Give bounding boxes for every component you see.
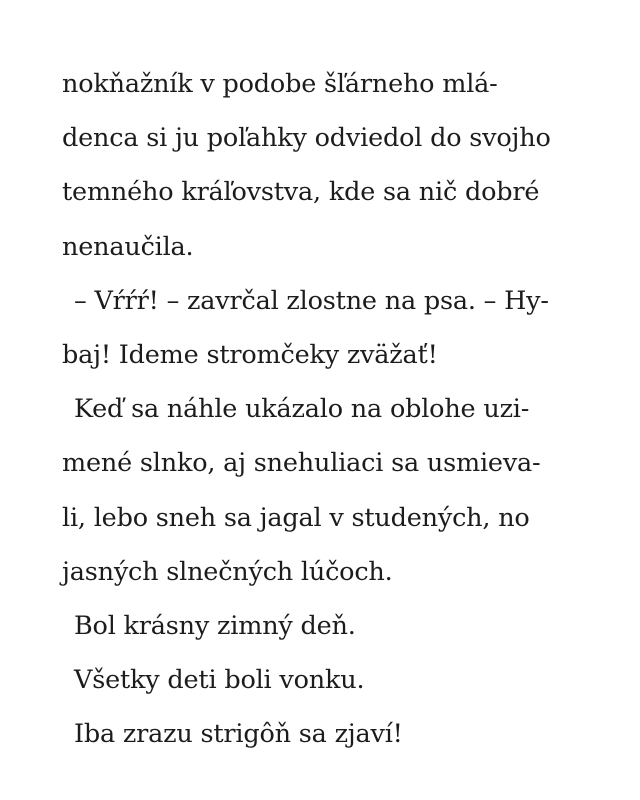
paragraph-start-line: Bol krásny zimný deň. — [74, 610, 356, 641]
text-line: mené slnko, aj snehuliaci sa usmieva- — [62, 448, 541, 479]
text-line: baj! Ideme stromčeky zväžať! — [62, 339, 438, 370]
text-line: li, lebo sneh sa jagal v studených, no — [62, 502, 530, 533]
dialogue-line: – Vŕŕŕ! – zavrčal zlostne na psa. – Hy- — [74, 285, 549, 316]
paragraph-start-line: Všetky deti boli vonku. — [74, 665, 365, 696]
story-text — [62, 57, 622, 761]
paragraph-start-line: Keď sa náhle ukázalo na oblohe uzi- — [74, 394, 530, 425]
text-line: nenaučila. — [62, 231, 194, 262]
text-line: jasných slnečných lúčoch. — [62, 556, 393, 587]
text-line: temného kráľovstva, kde sa nič dobré — [62, 177, 540, 208]
paragraph-start-line: Iba zrazu strigôň sa zjaví! — [74, 719, 403, 750]
text-line: nokňažník v podobe šľárneho mlá- — [62, 69, 498, 99]
text-line: denca si ju poľahky odviedol do svojho — [62, 123, 551, 154]
